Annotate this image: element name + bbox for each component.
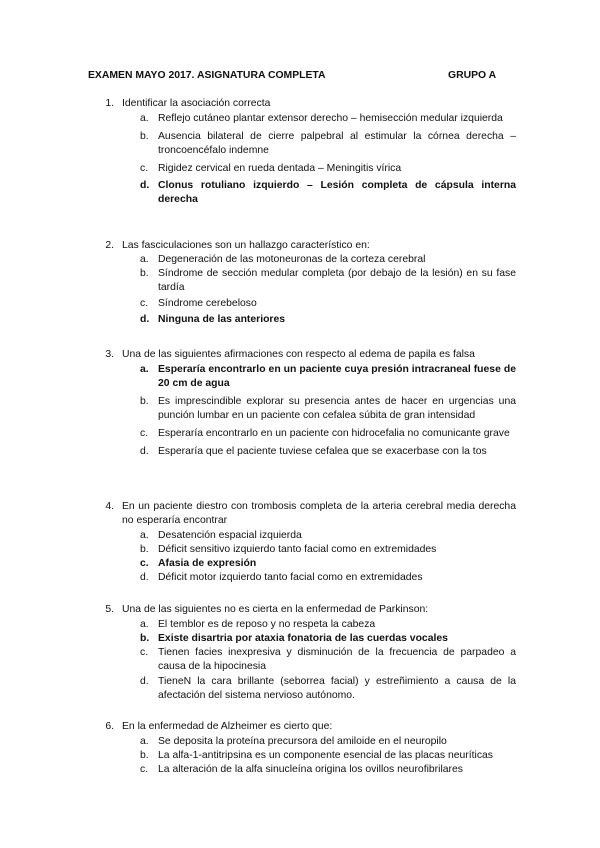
option-c <box>140 297 516 311</box>
question-number: 1. <box>105 98 114 109</box>
option-letter: d. <box>140 314 150 325</box>
option-letter: a. <box>140 736 149 747</box>
option-a <box>140 618 516 632</box>
option-letter: c. <box>140 163 149 174</box>
question-4 <box>88 500 516 585</box>
question-2 <box>88 239 516 327</box>
exam-title: EXAMEN MAYO 2017. ASIGNATURA COMPLETA <box>88 70 326 81</box>
option-a <box>140 253 516 267</box>
question-text: Las fasciculaciones son un hallazgo característico en: <box>122 240 370 251</box>
option-text: Desatención espacial izquierda <box>158 530 302 541</box>
option-b <box>140 267 516 295</box>
question-number: 2. <box>105 240 114 251</box>
option-letter: c. <box>140 764 149 775</box>
option-a <box>140 112 516 126</box>
option-letter: b. <box>140 396 149 407</box>
option-d <box>140 675 516 703</box>
question-text: En la enfermedad de Alzheimer es cierto que: <box>122 721 333 732</box>
option-letter: a. <box>140 113 149 124</box>
option-text: Déficit motor izquierdo tanto facial como en extremidades <box>158 572 423 583</box>
option-a <box>140 735 516 749</box>
option-letter: b. <box>140 544 149 555</box>
option-text: Esperaría encontrarlo en un paciente cuya presión intracraneal fuese de 20 cm de agua <box>158 364 516 389</box>
question-number: 3. <box>105 349 114 360</box>
option-d <box>140 571 516 585</box>
option-letter: c. <box>140 647 149 658</box>
option-c <box>140 427 516 441</box>
option-letter: c. <box>140 558 149 569</box>
option-text: Degeneración de las motoneuronas de la corteza cerebral <box>158 254 426 265</box>
question-number: 4. <box>105 501 114 512</box>
question-text: Identificar la asociación correcta <box>122 98 271 109</box>
option-c <box>140 162 516 176</box>
exam-group: GRUPO A <box>448 70 497 81</box>
option-b <box>140 632 516 646</box>
option-letter: a. <box>140 619 149 630</box>
question-text: Una de las siguientes afirmaciones con respecto al edema de papila es falsa <box>122 349 475 360</box>
option-text: Afasia de expresión <box>158 558 257 569</box>
option-d <box>140 179 516 207</box>
option-text: Ausencia bilateral de cierre palpebral al estimular la córnea derecha – troncoencéfalo indemne <box>158 131 516 156</box>
option-text: El temblor es de reposo y no respeta la cabeza <box>158 619 376 630</box>
exam-header <box>88 70 508 81</box>
option-letter: c. <box>140 428 149 439</box>
option-text: Esperaría que el paciente tuviese cefalea que se exacerbase con la tos <box>158 446 487 457</box>
option-text: La alteración de la alfa sinucleína origina los ovillos neurofibrilares <box>158 764 463 775</box>
option-text: Esperaría encontrarlo en un paciente con hidrocefalia no comunicante grave <box>158 428 510 439</box>
option-letter: d. <box>140 446 149 457</box>
option-b <box>140 543 516 557</box>
question-3 <box>88 348 516 459</box>
option-text: Síndrome de sección medular completa (por debajo de la lesión) en su fase tardía <box>158 268 516 293</box>
option-text: Ninguna de las anteriores <box>158 314 286 325</box>
option-letter: c. <box>140 298 149 309</box>
option-letter: b. <box>140 633 150 644</box>
option-letter: b. <box>140 750 149 761</box>
option-c <box>140 557 516 571</box>
option-letter: a. <box>140 530 149 541</box>
question-text: Una de las siguientes no es cierta en la enfermedad de Parkinson: <box>122 604 429 615</box>
question-number: 5. <box>105 604 114 615</box>
option-a <box>140 363 516 391</box>
option-text: Clonus rotuliano izquierdo – Lesión completa de cápsula interna derecha <box>158 180 516 205</box>
question-5 <box>88 603 516 703</box>
question-6 <box>88 720 516 777</box>
question-1 <box>88 97 516 207</box>
option-letter: d. <box>140 676 149 687</box>
option-b <box>140 749 516 763</box>
option-d <box>140 313 516 327</box>
option-b <box>140 130 516 158</box>
option-c <box>140 646 516 674</box>
option-text: Se deposita la proteína precursora del amiloide en el neuropilo <box>158 736 447 747</box>
option-text: Síndrome cerebeloso <box>158 298 257 309</box>
option-text: Déficit sensitivo izquierdo tanto facial como en extremidades <box>158 544 437 555</box>
question-number: 6. <box>105 721 114 732</box>
option-text: La alfa-1-antitripsina es un componente esencial de las placas neuríticas <box>158 750 494 761</box>
option-c <box>140 763 516 777</box>
option-a <box>140 529 516 543</box>
option-letter: d. <box>140 180 150 191</box>
option-letter: b. <box>140 131 149 142</box>
option-letter: a. <box>140 254 149 265</box>
option-letter: d. <box>140 572 149 583</box>
option-letter: a. <box>140 364 149 375</box>
question-text: En un paciente diestro con trombosis completa de la arteria cerebral media derecha no esperaría encontrar <box>122 501 516 526</box>
option-text: Reflejo cutáneo plantar extensor derecho – hemisección medular izquierda <box>158 113 503 124</box>
option-text: Rigidez cervical en rueda dentada – Meningitis vírica <box>158 163 402 174</box>
option-text: Tienen facies inexpresiva y disminución de la frecuencia de parpadeo a causa de la hipocinesia <box>158 647 516 672</box>
option-text: Existe disartria por ataxia fonatoria de las cuerdas vocales <box>158 633 448 644</box>
option-d <box>140 445 516 459</box>
option-letter: b. <box>140 268 149 279</box>
option-text: TieneN la cara brillante (seborrea facial) y estreñimiento a causa de la afectación del sistema nervioso autónomo. <box>158 676 516 701</box>
option-b <box>140 395 516 423</box>
option-text: Es imprescindible explorar su presencia antes de hacer en urgencias una punción lumbar en un paciente con cefalea súbita de gran intensidad <box>158 396 516 421</box>
